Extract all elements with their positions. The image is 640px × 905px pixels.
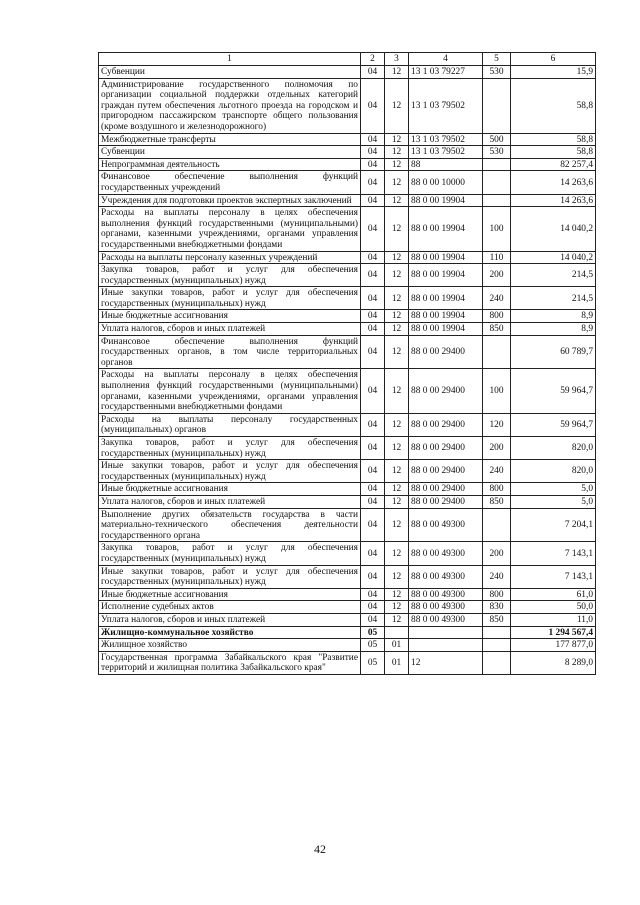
cell-expense-type: 200	[483, 437, 511, 460]
cell-name: Финансовое обеспечение выполнения функций государственных учреждений	[99, 171, 361, 194]
cell-subsection: 01	[385, 639, 409, 652]
cell-section: 04	[361, 483, 385, 496]
cell-amount: 7 143,1	[511, 565, 596, 588]
cell-subsection: 12	[385, 437, 409, 460]
cell-amount: 820,0	[511, 460, 596, 483]
column-header-expense-type: 5	[483, 53, 511, 66]
cell-expense-type: 240	[483, 287, 511, 310]
table-row	[99, 146, 596, 159]
cell-name: Государственная программа Забайкальского края "Развитие территорий и жилищная политика Забайкальского края"	[99, 651, 361, 674]
table-header-row	[99, 53, 596, 66]
cell-target-article: 88 0 00 49300	[409, 613, 483, 626]
column-header-amount: 6	[511, 53, 596, 66]
cell-expense-type: 500	[483, 133, 511, 146]
cell-amount: 177 877,0	[511, 639, 596, 652]
cell-name: Расходы на выплаты персоналу казенных учреждений	[99, 251, 361, 264]
cell-expense-type: 200	[483, 542, 511, 565]
cell-subsection: 12	[385, 194, 409, 207]
cell-target-article: 88 0 00 29400	[409, 483, 483, 496]
cell-name: Учреждения для подготовки проектов экспертных заключений	[99, 194, 361, 207]
cell-subsection: 12	[385, 264, 409, 287]
cell-target-article: 88 0 00 19904	[409, 287, 483, 310]
cell-amount: 7 204,1	[511, 508, 596, 542]
cell-name: Расходы на выплаты персоналу государственных (муниципальных) органов	[99, 413, 361, 436]
cell-name: Администрирование государственного полномочия по организации социальной поддержки отдельных категорий граждан путем обеспечения льготного проезда на городском и пригородном пассажирском транспорте общего пользования (кроме воздушного и железнодорожного)	[99, 78, 361, 133]
cell-expense-type: 850	[483, 323, 511, 336]
table-row	[99, 171, 596, 194]
cell-subsection: 12	[385, 565, 409, 588]
cell-expense-type: 240	[483, 565, 511, 588]
cell-target-article	[409, 639, 483, 652]
cell-target-article: 88 0 00 29400	[409, 335, 483, 369]
cell-amount: 1 294 567,4	[511, 626, 596, 639]
cell-name: Субвенции	[99, 66, 361, 79]
cell-section: 04	[361, 264, 385, 287]
table-row	[99, 437, 596, 460]
budget-table	[98, 52, 596, 675]
cell-expense-type	[483, 171, 511, 194]
cell-name: Закупка товаров, работ и услуг для обеспечения государственных (муниципальных) нужд	[99, 437, 361, 460]
cell-section: 04	[361, 66, 385, 79]
cell-section: 04	[361, 171, 385, 194]
cell-name: Жилищно-коммунальное хозяйство	[99, 626, 361, 639]
cell-subsection: 12	[385, 287, 409, 310]
cell-subsection: 12	[385, 508, 409, 542]
cell-name: Иные закупки товаров, работ и услуг для обеспечения государственных (муниципальных) нужд	[99, 287, 361, 310]
cell-target-article: 13 1 03 79502	[409, 78, 483, 133]
cell-name: Уплата налогов, сборов и иных платежей	[99, 323, 361, 336]
cell-expense-type	[483, 194, 511, 207]
table-row	[99, 651, 596, 674]
cell-expense-type: 200	[483, 264, 511, 287]
cell-name: Исполнение судебных актов	[99, 601, 361, 614]
cell-subsection: 12	[385, 207, 409, 251]
cell-section: 04	[361, 251, 385, 264]
cell-subsection: 12	[385, 483, 409, 496]
cell-target-article: 13 1 03 79227	[409, 66, 483, 79]
cell-expense-type: 850	[483, 495, 511, 508]
cell-subsection: 12	[385, 369, 409, 413]
cell-target-article: 88 0 00 29400	[409, 413, 483, 436]
cell-subsection	[385, 626, 409, 639]
cell-section: 04	[361, 437, 385, 460]
cell-target-article	[409, 626, 483, 639]
table-row	[99, 613, 596, 626]
table-row	[99, 626, 596, 639]
cell-expense-type: 100	[483, 369, 511, 413]
column-header-subsection: 3	[385, 53, 409, 66]
cell-target-article: 88 0 00 49300	[409, 542, 483, 565]
cell-amount: 61,0	[511, 588, 596, 601]
cell-target-article: 88 0 00 10000	[409, 171, 483, 194]
table-row	[99, 601, 596, 614]
table-row	[99, 310, 596, 323]
cell-amount: 8,9	[511, 323, 596, 336]
cell-name: Уплата налогов, сборов и иных платежей	[99, 613, 361, 626]
cell-target-article: 88	[409, 158, 483, 171]
cell-amount: 82 257,4	[511, 158, 596, 171]
cell-subsection: 12	[385, 588, 409, 601]
cell-subsection: 12	[385, 413, 409, 436]
cell-section: 04	[361, 78, 385, 133]
cell-section: 04	[361, 588, 385, 601]
cell-name: Выполнение других обязательств государства в части материально-технического обеспечения деятельности государственного органа	[99, 508, 361, 542]
cell-expense-type: 530	[483, 146, 511, 159]
cell-expense-type	[483, 335, 511, 369]
cell-name: Расходы на выплаты персоналу в целях обеспечения выполнения функций государственными (муниципальными) органами, казенными учреждениями, органами управления государственными внебюджетными фондами	[99, 207, 361, 251]
table-row	[99, 133, 596, 146]
cell-amount: 11,0	[511, 613, 596, 626]
cell-name: Иные закупки товаров, работ и услуг для обеспечения государственных (муниципальных) нужд	[99, 565, 361, 588]
cell-target-article: 88 0 00 49300	[409, 588, 483, 601]
cell-expense-type: 800	[483, 588, 511, 601]
cell-target-article: 88 0 00 29400	[409, 495, 483, 508]
cell-section: 04	[361, 133, 385, 146]
cell-name: Иные бюджетные ассигнования	[99, 588, 361, 601]
cell-section: 04	[361, 146, 385, 159]
table-row	[99, 323, 596, 336]
cell-name: Иные бюджетные ассигнования	[99, 483, 361, 496]
cell-amount: 14 040,2	[511, 251, 596, 264]
table-row	[99, 287, 596, 310]
cell-section: 04	[361, 369, 385, 413]
cell-subsection: 12	[385, 171, 409, 194]
cell-section: 04	[361, 508, 385, 542]
cell-target-article: 88 0 00 19904	[409, 323, 483, 336]
cell-name: Непрограммная деятельность	[99, 158, 361, 171]
cell-amount: 60 789,7	[511, 335, 596, 369]
table-row	[99, 639, 596, 652]
cell-section: 04	[361, 158, 385, 171]
cell-expense-type	[483, 639, 511, 652]
cell-target-article: 88 0 00 49300	[409, 508, 483, 542]
cell-amount: 15,9	[511, 66, 596, 79]
cell-section: 04	[361, 613, 385, 626]
cell-name: Межбюджетные трансферты	[99, 133, 361, 146]
cell-subsection: 12	[385, 495, 409, 508]
cell-subsection: 12	[385, 613, 409, 626]
cell-expense-type: 850	[483, 613, 511, 626]
table-row	[99, 335, 596, 369]
cell-target-article: 88 0 00 19904	[409, 264, 483, 287]
table-row	[99, 66, 596, 79]
cell-section: 04	[361, 565, 385, 588]
cell-target-article: 88 0 00 49300	[409, 601, 483, 614]
cell-amount: 820,0	[511, 437, 596, 460]
cell-amount: 7 143,1	[511, 542, 596, 565]
cell-section: 04	[361, 323, 385, 336]
cell-subsection: 12	[385, 146, 409, 159]
cell-amount: 14 263,6	[511, 171, 596, 194]
cell-target-article: 88 0 00 29400	[409, 460, 483, 483]
cell-section: 05	[361, 626, 385, 639]
cell-section: 04	[361, 601, 385, 614]
cell-subsection: 12	[385, 133, 409, 146]
cell-subsection: 12	[385, 66, 409, 79]
cell-subsection: 12	[385, 323, 409, 336]
table-row	[99, 78, 596, 133]
cell-section: 04	[361, 335, 385, 369]
cell-expense-type	[483, 158, 511, 171]
cell-subsection: 12	[385, 78, 409, 133]
table-row	[99, 207, 596, 251]
cell-amount: 58,8	[511, 133, 596, 146]
cell-section: 04	[361, 194, 385, 207]
cell-expense-type	[483, 78, 511, 133]
column-header-name: 1	[99, 53, 361, 66]
table-row	[99, 483, 596, 496]
cell-target-article: 88 0 00 29400	[409, 437, 483, 460]
cell-expense-type: 240	[483, 460, 511, 483]
cell-subsection: 12	[385, 310, 409, 323]
cell-subsection: 01	[385, 651, 409, 674]
cell-expense-type	[483, 626, 511, 639]
table-row	[99, 565, 596, 588]
cell-name: Жилищное хозяйство	[99, 639, 361, 652]
cell-amount: 5,0	[511, 483, 596, 496]
cell-amount: 8 289,0	[511, 651, 596, 674]
cell-expense-type: 530	[483, 66, 511, 79]
cell-expense-type: 100	[483, 207, 511, 251]
cell-name: Финансовое обеспечение выполнения функций государственных органов, в том числе территориальных органов	[99, 335, 361, 369]
table-row	[99, 495, 596, 508]
cell-subsection: 12	[385, 460, 409, 483]
cell-target-article: 88 0 00 29400	[409, 369, 483, 413]
cell-name: Закупка товаров, работ и услуг для обеспечения государственных (муниципальных) нужд	[99, 264, 361, 287]
cell-expense-type	[483, 508, 511, 542]
cell-amount: 59 964,7	[511, 369, 596, 413]
cell-section: 04	[361, 207, 385, 251]
cell-amount: 214,5	[511, 287, 596, 310]
table-row	[99, 508, 596, 542]
cell-target-article: 88 0 00 19904	[409, 194, 483, 207]
cell-target-article: 88 0 00 19904	[409, 310, 483, 323]
table-row	[99, 369, 596, 413]
table-row	[99, 251, 596, 264]
cell-target-article: 12	[409, 651, 483, 674]
cell-name: Расходы на выплаты персоналу в целях обеспечения выполнения функций государственными (муниципальными) органами, казенными учреждениями, органами управления государственными внебюджетными фондами	[99, 369, 361, 413]
table-row	[99, 460, 596, 483]
table-row	[99, 194, 596, 207]
cell-amount: 8,9	[511, 310, 596, 323]
cell-section: 04	[361, 542, 385, 565]
cell-section: 04	[361, 310, 385, 323]
cell-expense-type: 830	[483, 601, 511, 614]
cell-section: 05	[361, 639, 385, 652]
cell-name: Уплата налогов, сборов и иных платежей	[99, 495, 361, 508]
cell-section: 04	[361, 413, 385, 436]
cell-subsection: 12	[385, 335, 409, 369]
table-row	[99, 542, 596, 565]
table-body	[99, 66, 596, 675]
table-row	[99, 588, 596, 601]
cell-amount: 50,0	[511, 601, 596, 614]
cell-amount: 58,8	[511, 146, 596, 159]
cell-expense-type: 110	[483, 251, 511, 264]
cell-name: Субвенции	[99, 146, 361, 159]
cell-expense-type	[483, 651, 511, 674]
table-row	[99, 158, 596, 171]
column-header-target-article: 4	[409, 53, 483, 66]
cell-target-article: 88 0 00 49300	[409, 565, 483, 588]
cell-section: 04	[361, 495, 385, 508]
cell-name: Иные бюджетные ассигнования	[99, 310, 361, 323]
cell-section: 05	[361, 651, 385, 674]
cell-target-article: 13 1 03 79502	[409, 133, 483, 146]
cell-amount: 14 263,6	[511, 194, 596, 207]
table-row	[99, 413, 596, 436]
cell-section: 04	[361, 460, 385, 483]
cell-amount: 14 040,2	[511, 207, 596, 251]
cell-expense-type: 120	[483, 413, 511, 436]
cell-expense-type: 800	[483, 483, 511, 496]
cell-subsection: 12	[385, 542, 409, 565]
cell-subsection: 12	[385, 601, 409, 614]
cell-target-article: 13 1 03 79502	[409, 146, 483, 159]
table-row	[99, 264, 596, 287]
cell-name: Закупка товаров, работ и услуг для обеспечения государственных (муниципальных) нужд	[99, 542, 361, 565]
cell-expense-type: 800	[483, 310, 511, 323]
cell-target-article: 88 0 00 19904	[409, 207, 483, 251]
page-number: 42	[314, 842, 326, 856]
cell-amount: 214,5	[511, 264, 596, 287]
cell-section: 04	[361, 287, 385, 310]
column-header-section: 2	[361, 53, 385, 66]
cell-name: Иные закупки товаров, работ и услуг для обеспечения государственных (муниципальных) нужд	[99, 460, 361, 483]
cell-amount: 59 964,7	[511, 413, 596, 436]
cell-subsection: 12	[385, 158, 409, 171]
cell-amount: 5,0	[511, 495, 596, 508]
cell-target-article: 88 0 00 19904	[409, 251, 483, 264]
cell-subsection: 12	[385, 251, 409, 264]
cell-amount: 58,8	[511, 78, 596, 133]
